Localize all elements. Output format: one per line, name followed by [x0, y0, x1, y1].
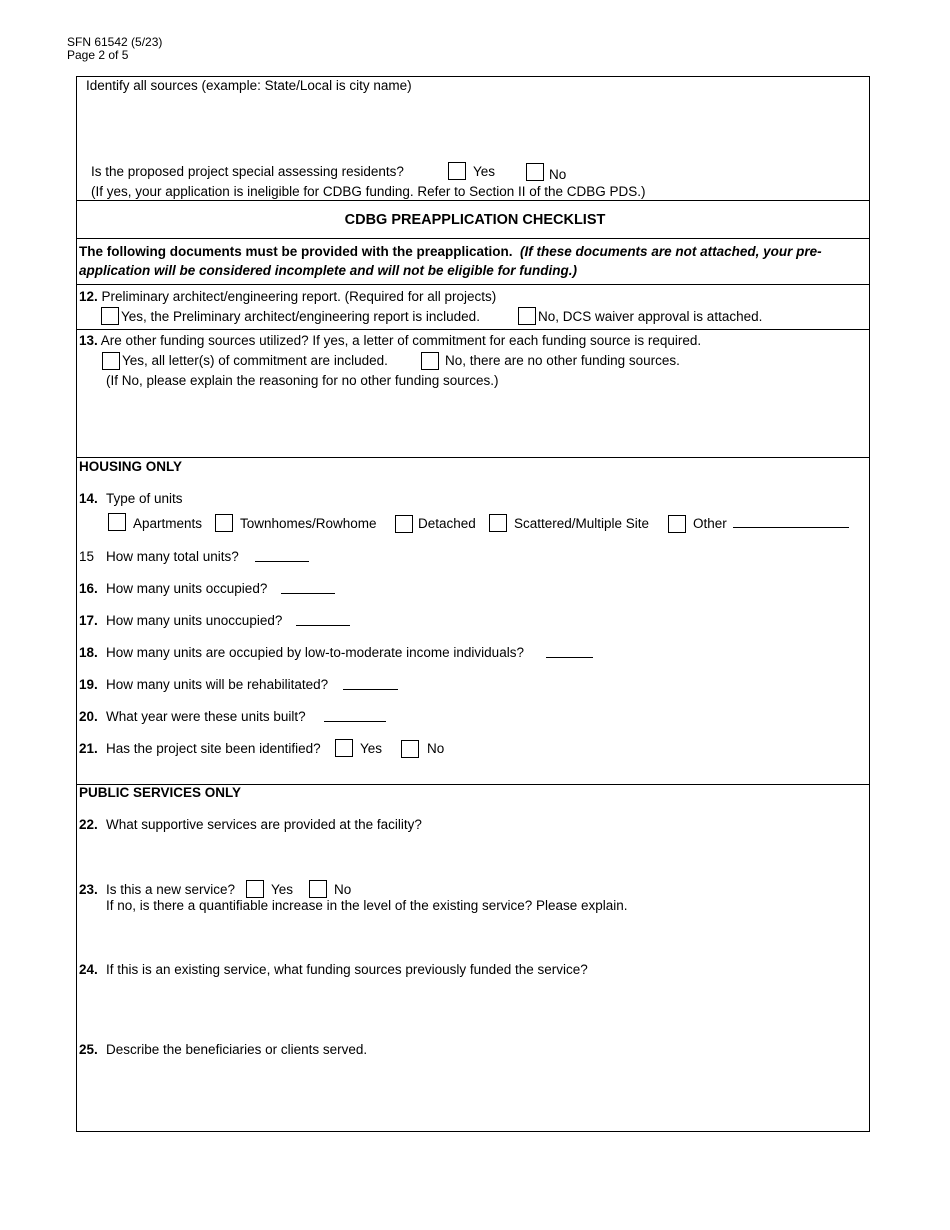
- q14-scattered-label: Scattered/Multiple Site: [514, 516, 650, 531]
- q20-question: [79, 709, 306, 724]
- q14-question: [79, 491, 183, 506]
- q13-text: Are other funding sources utilized? If yes, a letter of commitment for each funding source is required.: [100, 333, 702, 348]
- q25-number: 25.: [79, 1042, 98, 1057]
- q24-text: If this is an existing service, what funding sources previously funded the service?: [106, 962, 588, 977]
- divider: [76, 329, 870, 330]
- q14-detached-checkbox[interactable]: [395, 515, 413, 533]
- q17-question: [79, 613, 282, 628]
- q14-townhomes-checkbox[interactable]: [215, 514, 233, 532]
- divider: [76, 238, 870, 239]
- q14-apartments-label: Apartments: [133, 516, 203, 531]
- q25-question: [79, 1042, 367, 1057]
- q18-number: 18.: [79, 645, 98, 660]
- q14-scattered-checkbox[interactable]: [489, 514, 507, 532]
- assess-no-checkbox[interactable]: [526, 163, 544, 181]
- q22-question: [79, 817, 422, 832]
- q19-question: [79, 677, 328, 692]
- q20-answer-field[interactable]: [324, 709, 386, 722]
- q23-followup: If no, is there a quantifiable increase in the level of the existing service? Please explain.: [106, 898, 628, 913]
- q13-question: [79, 333, 701, 348]
- q13-no-label: No, there are no other funding sources.: [445, 353, 680, 368]
- q14-other-checkbox[interactable]: [668, 515, 686, 533]
- q21-number: 21.: [79, 741, 98, 756]
- divider: [76, 284, 870, 285]
- q23-question: [79, 882, 235, 897]
- q14-detached-label: Detached: [418, 516, 476, 531]
- q13-yes-checkbox[interactable]: [102, 352, 120, 370]
- q22-text: What supportive services are provided at the facility?: [106, 817, 422, 832]
- q12-no-checkbox[interactable]: [518, 307, 536, 325]
- divider: [76, 200, 870, 201]
- q16-text: How many units occupied?: [106, 581, 268, 596]
- q19-answer-field[interactable]: [343, 677, 398, 690]
- public-services-title: PUBLIC SERVICES ONLY: [79, 785, 242, 800]
- q19-text: How many units will be rehabilitated?: [106, 677, 329, 692]
- q13-number: 13.: [79, 333, 98, 348]
- q14-text: Type of units: [106, 491, 183, 506]
- q21-question: [79, 741, 321, 756]
- q15-question: [79, 549, 239, 564]
- q21-text: Has the project site been identified?: [106, 741, 321, 756]
- q18-text: How many units are occupied by low-to-moderate income individuals?: [106, 645, 524, 660]
- q14-number: 14.: [79, 491, 98, 506]
- assess-note: (If yes, your application is ineligible for CDBG funding. Refer to Section II of the CDBG PDS.): [91, 184, 646, 199]
- q23-yes-checkbox[interactable]: [246, 880, 264, 898]
- assess-question: Is the proposed project special assessing residents?: [91, 164, 404, 179]
- intro-bold: The following documents must be provided with the preapplication.: [79, 244, 513, 259]
- q21-yes-label: Yes: [360, 741, 383, 756]
- q23-no-label: No: [334, 882, 352, 897]
- q24-question: [79, 962, 588, 977]
- q23-number: 23.: [79, 882, 98, 897]
- housing-title: HOUSING ONLY: [79, 459, 183, 474]
- q12-number: 12.: [79, 289, 98, 304]
- q16-answer-field[interactable]: [281, 581, 335, 594]
- q15-answer-field[interactable]: [255, 549, 309, 562]
- q25-text: Describe the beneficiaries or clients served.: [106, 1042, 368, 1057]
- q19-number: 19.: [79, 677, 98, 692]
- q23-yes-label: Yes: [271, 882, 294, 897]
- q12-text: Preliminary architect/engineering report. (Required for all projects): [101, 289, 497, 304]
- form-id: SFN 61542 (5/23): [67, 35, 163, 49]
- assess-yes-checkbox[interactable]: [448, 162, 466, 180]
- q17-number: 17.: [79, 613, 98, 628]
- sources-label: Identify all sources (example: State/Local is city name): [86, 78, 412, 93]
- q12-yes-label: Yes, the Preliminary architect/engineering report is included.: [121, 309, 480, 324]
- assess-no-label: No: [549, 167, 567, 182]
- q15-number: 15: [79, 549, 95, 564]
- q18-answer-field[interactable]: [546, 645, 593, 658]
- q23-text: Is this a new service?: [106, 882, 236, 897]
- q13-note: (If No, please explain the reasoning for no other funding sources.): [106, 373, 499, 388]
- q17-answer-field[interactable]: [296, 613, 350, 626]
- q18-question: [79, 645, 524, 660]
- q12-no-label: No, DCS waiver approval is attached.: [538, 309, 763, 324]
- q13-yes-label: Yes, all letter(s) of commitment are included.: [122, 353, 388, 368]
- intro-italic-1: (If these documents are not attached, your pre-: [520, 244, 822, 259]
- q14-other-field[interactable]: [733, 515, 849, 528]
- q21-no-label: No: [427, 741, 445, 756]
- q16-question: [79, 581, 267, 596]
- assess-yes-label: Yes: [473, 164, 496, 179]
- q21-no-checkbox[interactable]: [401, 740, 419, 758]
- q15-text: How many total units?: [106, 549, 239, 564]
- q14-townhomes-label: Townhomes/Rowhome: [240, 516, 377, 531]
- q13-no-checkbox[interactable]: [421, 352, 439, 370]
- checklist-intro: [79, 244, 822, 259]
- q20-number: 20.: [79, 709, 98, 724]
- q16-number: 16.: [79, 581, 98, 596]
- q14-apartments-checkbox[interactable]: [108, 513, 126, 531]
- q24-number: 24.: [79, 962, 98, 977]
- q12-question: [79, 289, 496, 304]
- q17-text: How many units unoccupied?: [106, 613, 283, 628]
- q14-other-label: Other: [693, 516, 727, 531]
- q12-yes-checkbox[interactable]: [101, 307, 119, 325]
- checklist-title: CDBG PREAPPLICATION CHECKLIST: [344, 212, 606, 228]
- q20-text: What year were these units built?: [106, 709, 306, 724]
- q23-no-checkbox[interactable]: [309, 880, 327, 898]
- q22-number: 22.: [79, 817, 98, 832]
- page-number: Page 2 of 5: [67, 48, 129, 62]
- divider: [76, 457, 870, 458]
- intro-italic-2: application will be considered incomplete and will not be eligible for funding.): [79, 263, 578, 278]
- q21-yes-checkbox[interactable]: [335, 739, 353, 757]
